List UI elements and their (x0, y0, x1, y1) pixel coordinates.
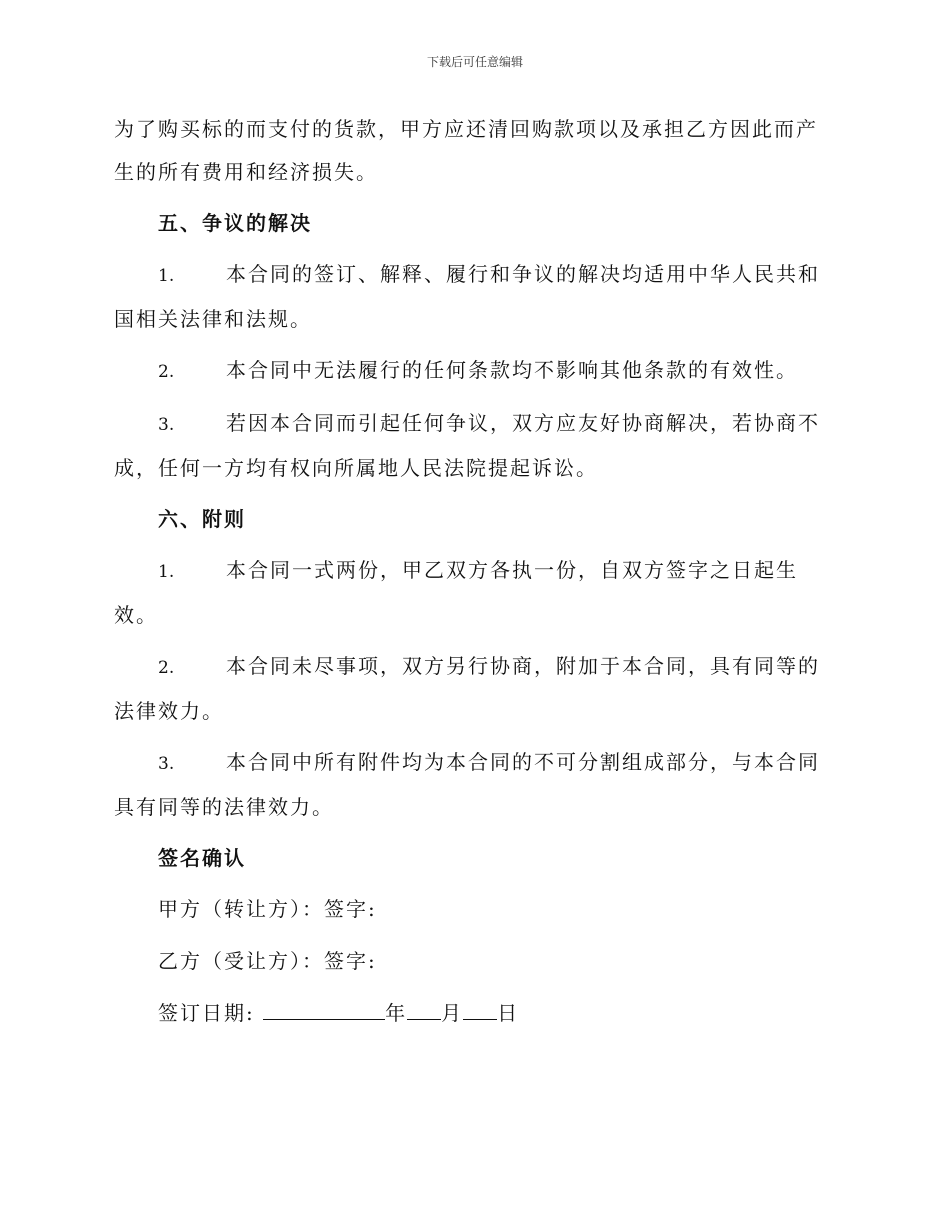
year-blank (263, 1001, 385, 1020)
party-a-signature: 甲方（转让方）：签字: (158, 897, 377, 921)
month-blank (407, 1001, 441, 1020)
section-5-item-1 (114, 253, 834, 341)
year-label: 年 (385, 1001, 408, 1025)
day-blank (463, 1001, 497, 1020)
page-header: 下载后可任意编辑 (426, 55, 523, 69)
party-b-signature: 乙方（受让方）：签字: (158, 949, 377, 973)
signing-date (114, 992, 834, 1035)
item-text: 若因本合同而引起任何争议，双方应友好协商解决，若协商不成，任何一方均有权向所属地人民法院提起诉讼。 (114, 411, 820, 480)
item-number: 2. (158, 362, 175, 382)
item-text: 本合同中无法履行的任何条款均不影响其他条款的有效性。 (226, 358, 798, 382)
section-6-item-1 (114, 549, 834, 637)
item-number: 3. (158, 415, 175, 435)
item-text: 本合同中所有附件均为本合同的不可分割组成部分，与本合同具有同等的法律效力。 (114, 750, 820, 819)
item-number: 3. (158, 754, 175, 774)
item-text: 本合同一式两份，甲乙双方各执一份，自双方签字之日起生效。 (114, 558, 798, 627)
section-5-heading: 五、争议的解决 (158, 211, 312, 235)
item-number: 2. (158, 658, 175, 678)
date-label: 签订日期: (158, 1001, 255, 1025)
section-5-item-3 (114, 402, 834, 490)
section-6-heading: 六、附则 (158, 507, 246, 531)
day-label: 日 (497, 1001, 520, 1025)
section-6-item-2 (114, 645, 834, 733)
item-number: 1. (158, 562, 175, 582)
item-text: 本合同的签订、解释、履行和争议的解决均适用中华人民共和国相关法律和法规。 (114, 262, 820, 331)
section-5-item-2 (114, 349, 834, 394)
intro-paragraph: 为了购买标的而支付的货款，甲方应还清回购款项以及承担乙方因此而产生的所有费用和经济损失。 (114, 117, 818, 184)
signature-heading: 签名确认 (158, 846, 246, 870)
month-label: 月 (441, 1001, 464, 1025)
document-body (114, 108, 834, 1044)
section-6-item-3 (114, 741, 834, 829)
item-number: 1. (158, 266, 175, 286)
item-text: 本合同未尽事项，双方另行协商，附加于本合同，具有同等的法律效力。 (114, 654, 820, 723)
